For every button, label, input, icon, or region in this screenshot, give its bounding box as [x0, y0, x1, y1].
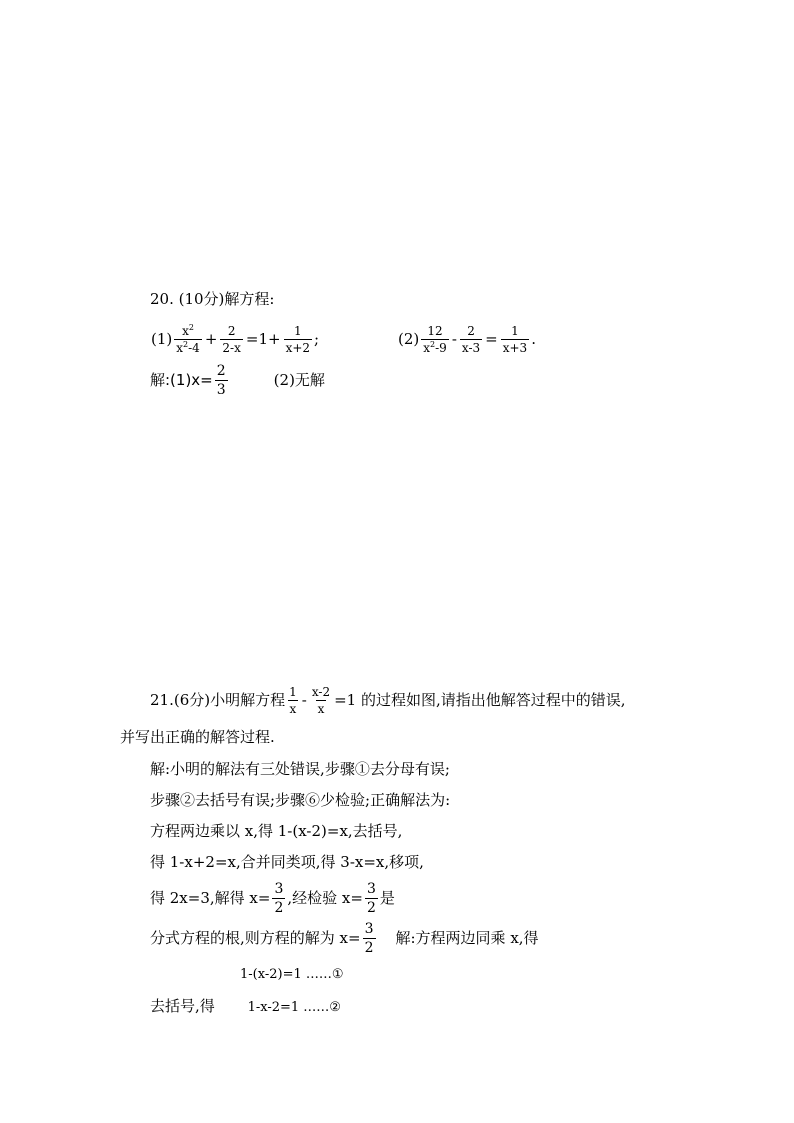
q21-line6-fraction: $\frac{3}{2}$	[364, 920, 374, 956]
q21-title	[150, 680, 626, 720]
q20-p2-minus: -	[451, 330, 457, 348]
q20-p1-label: (1)	[151, 330, 173, 348]
q21-line5-fraction-1: $\frac{3}{2}$	[274, 880, 284, 916]
q20-equation-2	[398, 320, 536, 358]
q20-answer-part2: (2)无解	[273, 371, 325, 389]
q20-p1-end: ;	[314, 330, 320, 348]
q20-p1-fraction-3: $\frac{1}{x+2}$	[285, 323, 311, 355]
q21-line-3: 方程两边乘以 x,得 1-(x-2)=x,去括号,	[150, 822, 403, 840]
q21-step-1: 1-(x-2)=1 ……①	[240, 967, 344, 982]
q20-p2-fraction-2: $\frac{2}{x-3}$	[461, 323, 481, 355]
q20-answer	[150, 360, 325, 400]
q20-p1-equals: =1+	[245, 330, 281, 348]
q20-answer-fraction: $\frac{2}{3}$	[216, 362, 226, 398]
q20-p2-label: (2)	[398, 330, 420, 348]
q20-title	[150, 290, 274, 308]
q20-p1-fraction-2: $\frac{2}{2-x}$	[222, 323, 241, 355]
q21-line-1: 解:小明的解法有三处错误,步骤①去分母有误;	[150, 760, 450, 778]
q20-title-text: 20. (10分)解方程:	[150, 290, 275, 308]
q21-line5-fraction-2: $\frac{3}{2}$	[366, 880, 376, 916]
q20-p2-fraction-1: $\frac{12}{x^2-9}$	[423, 323, 447, 355]
q21-line-8: 去括号,得 1-x-2=1 ……②	[150, 997, 341, 1015]
q20-p2-fraction-3: $\frac{1}{x+3}$	[502, 323, 528, 355]
q21-step-2: 1-x-2=1 ……②	[247, 1000, 341, 1015]
q21-line-5: 得 2x=3,解得 x= $\frac{3}{2}$ ,经检验 x= $\frac{3}{2}$ 是	[150, 880, 395, 916]
q21-line-6: 分式方程的根,则方程的解为 x= $\frac{3}{2}$ 解:方程两边同乘 x,得	[150, 920, 539, 956]
q21-line-4: 得 1-x+2=x,合并同类项,得 3-x=x,移项,	[150, 853, 424, 871]
q21-minus: -	[301, 691, 307, 709]
q21-title-suffix: =1 的过程如图,请指出他解答过程中的错误,	[334, 691, 626, 709]
q20-p1-plus: +	[204, 330, 218, 348]
q21-line-2: 步骤②去括号有误;步骤⑥少检验;正确解法为:	[150, 791, 451, 809]
q21-fraction-2: $\frac{x-2}{x}$	[311, 684, 331, 716]
q21-fraction-1: $\frac{1}{x}$	[289, 684, 297, 716]
q21-title-prefix: 21.(6分)小明解方程	[150, 691, 286, 709]
q20-equation-1	[151, 320, 319, 358]
q20-answer-prefix: 解:(1)x=	[150, 371, 213, 389]
q20-p2-end: .	[531, 330, 536, 348]
q21-title-line2: 并写出正确的解答过程.	[120, 728, 275, 746]
q20-p1-fraction-1: $\frac{x^2}{x^2-4}$	[176, 322, 200, 355]
q20-p2-equals: =	[485, 330, 498, 348]
